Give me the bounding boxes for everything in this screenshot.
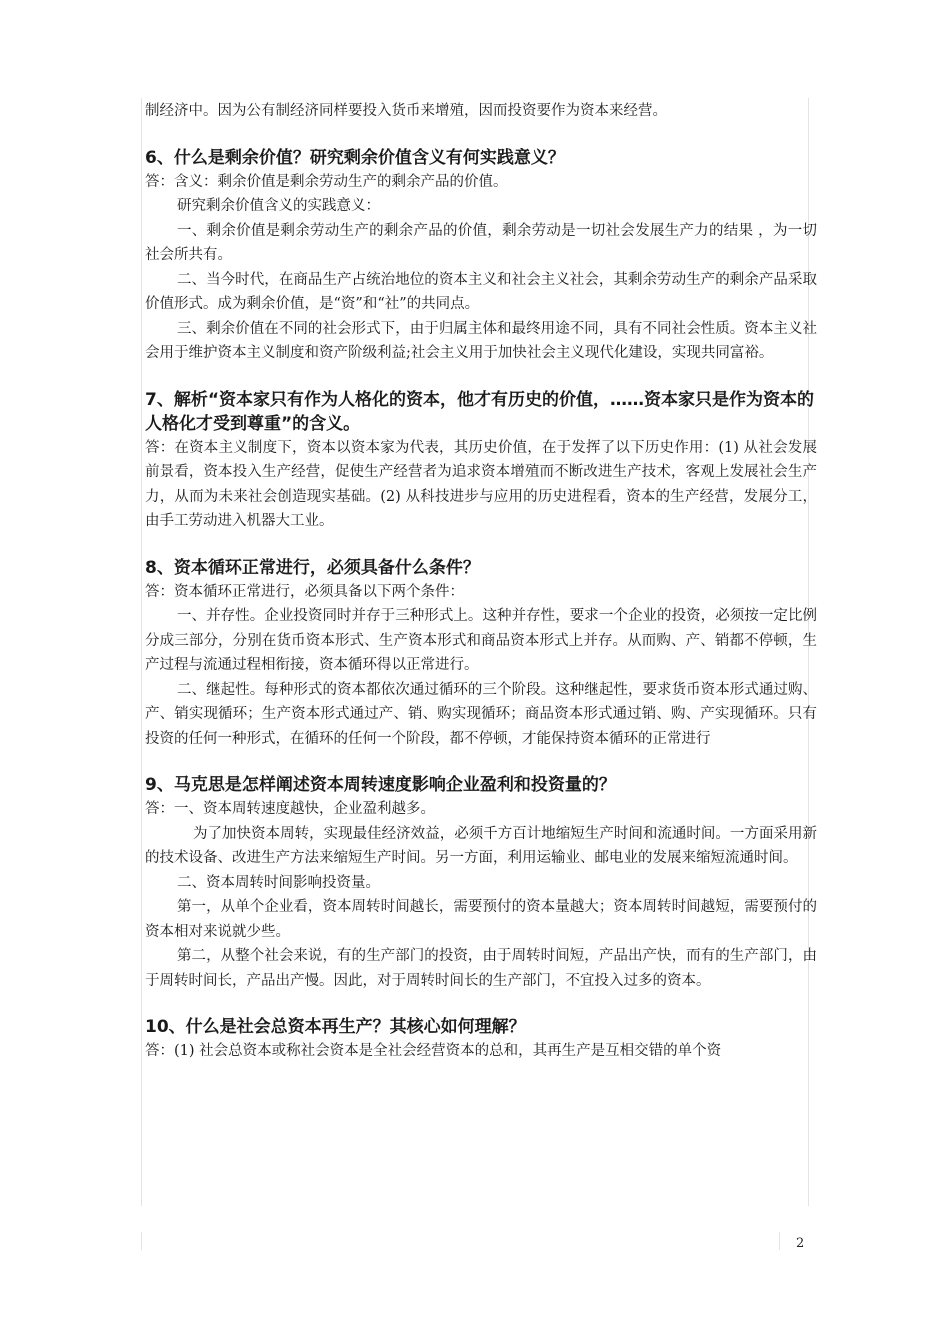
question-6-lead: 研究剩余价值含义的实践意义： (177, 198, 380, 214)
question-9-title: 9、马克思是怎样阐述资本周转速度影响企业盈利和投资量的？ (145, 775, 616, 795)
question-9-point-2: 二、资本周转时间影响投资量。 (177, 874, 380, 891)
question-9-point-1: 为了加快资本周转，实现最佳经济效益，必须千方百计地缩短生产时间和流通时间。一方面采用新的技术设备、改进生产方法来缩短生产时间。另一方面，利用运输业、邮电业的发展来缩短流通时间。 (145, 825, 817, 866)
question-6-title: 6、什么是剩余价值？研究剩余价值含义有何实践意义？ (145, 147, 565, 168)
page-content (145, 99, 817, 1064)
question-8-title: 8、资本循环正常进行，必须具备什么条件？ (145, 557, 480, 578)
question-8-answer: 答：资本循环正常进行，必须具备以下两个条件： (145, 583, 464, 600)
question-9-answer: 答：一、资本周转速度越快，企业盈利越多。 (145, 801, 435, 817)
left-margin-rule (141, 98, 142, 1206)
question-8-point-1: 一、并存性。企业投资同时并存于三种形式上。这种并存性，要求一个企业的投资，必须按一定比例分成三部分，分别在货币资本形式、生产资本形式和商品资本形式上并存。从而购、产、销都不停顿，生产过程与流通过程相衔接，资本循环得以正常进行。 (145, 608, 817, 673)
question-6-point-3: 三、剩余价值在不同的社会形式下，由于归属主体和最终用途不同，具有不同社会性质。资本主义社会用于维护资本主义制度和资产阶级利益;社会主义用于加快社会主义现代化建设，实现共同富裕。 (145, 320, 817, 361)
question-7-title: 7、解析“资本家只有作为人格化的资本，他才有历史的价值，……资本家只是作为资本的人格化才受到尊重”的含义。 (145, 389, 814, 434)
question-10-title: 10、什么是社会总资本再生产？其核心如何理解？ (145, 1017, 526, 1037)
footer-left-tick (141, 1232, 142, 1250)
question-9-point-4: 第二，从整个社会来说，有的生产部门的投资，由于周转时间短，产品出产快，而有的生产部门，由于周转时间长，产品出产慢。因此，对于周转时间长的生产部门，不宜投入过多的资本。 (145, 948, 817, 989)
carryover-paragraph: 制经济中。因为公有制经济同样要投入货币来增殖，因而投资要作为资本来经营。 (145, 103, 667, 119)
footer-right-tick (779, 1232, 780, 1250)
page-number: 2 (796, 1236, 805, 1251)
question-7-answer: 答：在资本主义制度下，资本以资本家为代表，其历史价值，在于发挥了以下历史作用：(1) 从社会发展前景看，资本投入生产经营，促使生产经营者为追求资本增殖而不断改进生产技术，客观上发展社会生产力，从而为未来社会创造现实基础。(2) 从科技进步与应用的历史进程看，资本的生产经营，发展分工，由手工劳动进入机器大工业。 (145, 439, 817, 529)
question-6-answer: 答：含义：剩余价值是剩余劳动生产的剩余产品的价值。 (145, 173, 508, 190)
question-6-point-1: 一、剩余价值是剩余劳动生产的剩余产品的价值，剩余劳动是一切社会发展生产力的结果 ，为一切社会所共有。 (145, 222, 817, 263)
question-9-point-3: 第一，从单个企业看，资本周转时间越长，需要预付的资本量越大；资本周转时间越短，需要预付的资本相对来说就少些。 (145, 899, 817, 940)
question-10-answer: 答：(1) 社会总资本或称社会资本是全社会经营资本的总和，其再生产是互相交错的单个资 (145, 1043, 722, 1059)
question-8-point-2: 二、继起性。每种形式的资本都依次通过循环的三个阶段。这种继起性，要求货币资本形式通过购、产、销实现循环；生产资本形式通过产、销、购实现循环；商品资本形式通过销、购、产实现循环。只有投资的任何一种形式，在循环的任何一个阶段，都不停顿，才能保持资本循环的正常进行 (145, 681, 817, 747)
question-6-point-2: 二、当今时代，在商品生产占统治地位的资本主义和社会主义社会，其剩余劳动生产的剩余产品采取价值形式。成为剩余价值，是“资”和“社”的共同点。 (145, 271, 817, 312)
